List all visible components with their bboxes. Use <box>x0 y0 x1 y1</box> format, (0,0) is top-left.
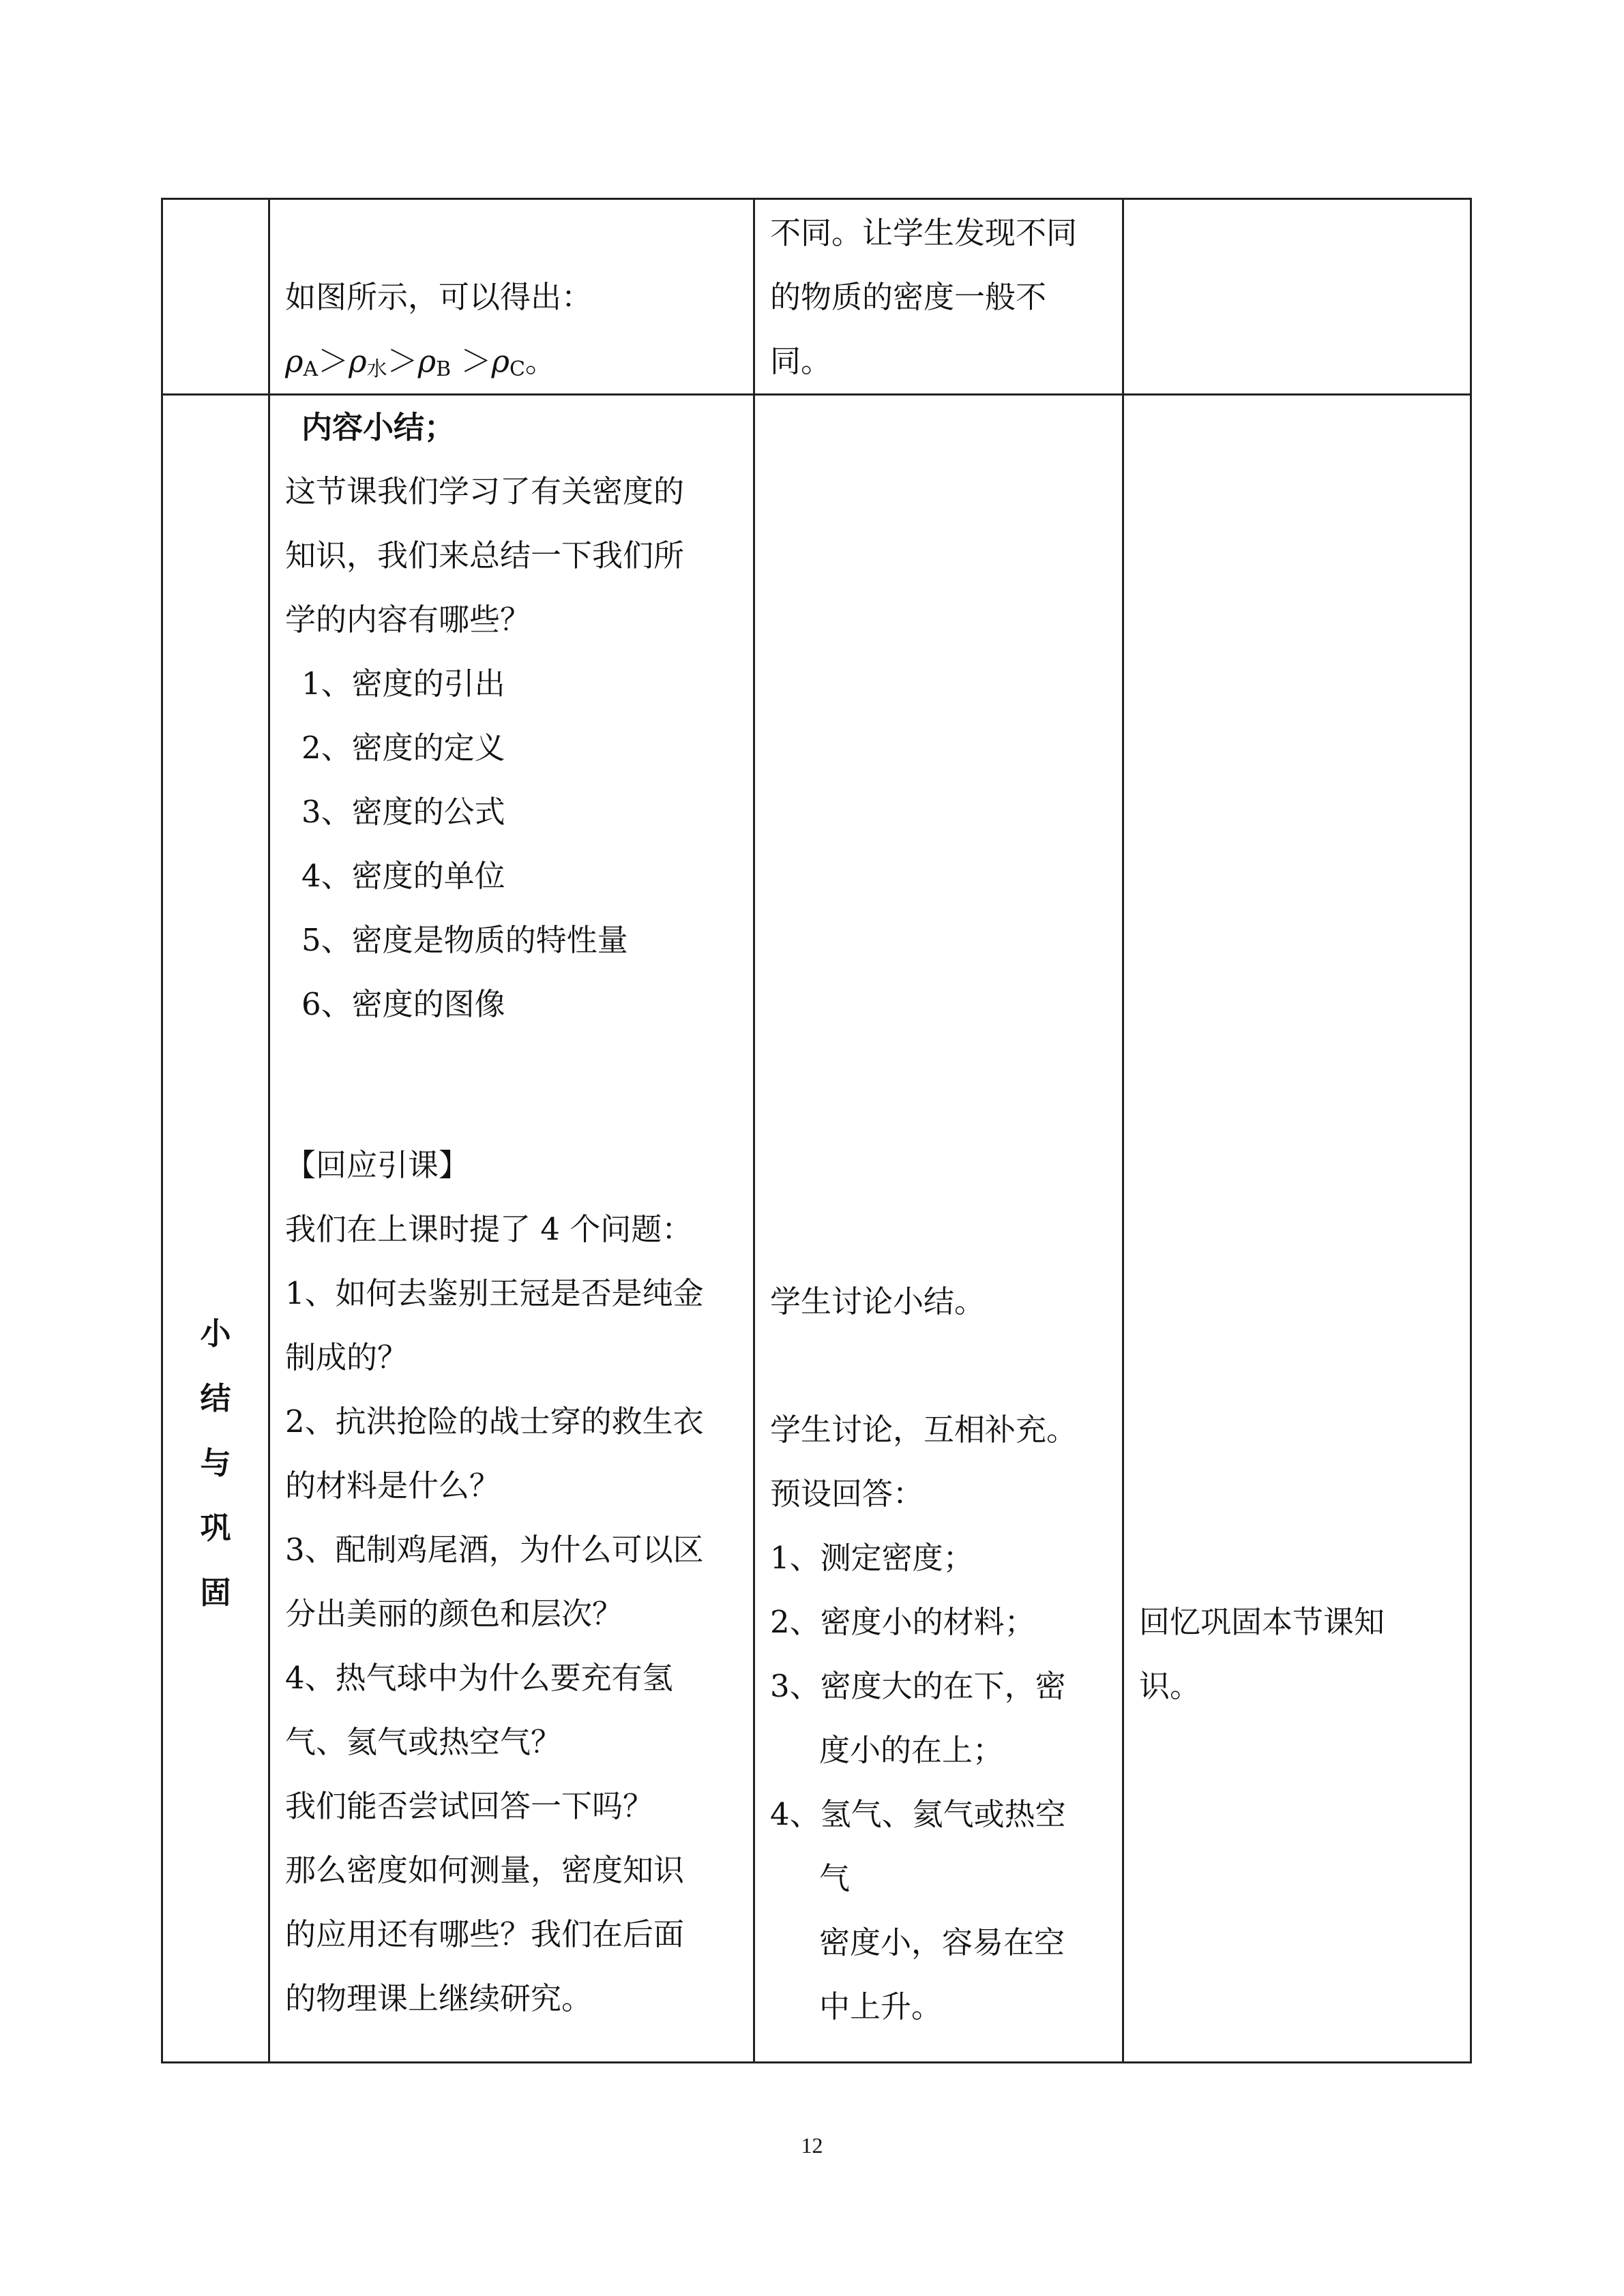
student-answer: 1、测定密度； <box>770 1540 974 1576</box>
summary-item: 4、密度的单位 <box>301 858 505 894</box>
response-line: 的材料是什么？ <box>285 1467 501 1504</box>
response-line: 我们能否尝试回答一下吗？ <box>285 1788 654 1824</box>
rho-symbol: ρ <box>417 343 437 379</box>
rho-symbol: ρ <box>285 343 304 379</box>
greater-than: ＞ <box>387 343 418 379</box>
student-line: 学生讨论，互相补充。 <box>770 1412 1078 1448</box>
stage-label-char: 固 <box>200 1575 231 1611</box>
student-answer: 中上升。 <box>819 1988 943 2025</box>
summary-item: 5、密度是物质的特性量 <box>301 922 628 958</box>
student-line: 学生讨论小结。 <box>770 1283 986 1320</box>
summary-item: 1、密度的引出 <box>301 666 505 702</box>
stage-label-char: 巩 <box>200 1510 231 1546</box>
response-line: 制成的？ <box>285 1339 409 1375</box>
subscript-water: 水 <box>366 357 387 381</box>
subscript-c: C <box>509 357 525 381</box>
stage-cell-empty <box>162 199 269 395</box>
intro-line: 知识，我们来总结一下我们所 <box>285 537 685 573</box>
subscript-b: B <box>436 357 452 381</box>
student-line: 预设回答： <box>770 1476 924 1512</box>
summary-heading: 内容小结； <box>301 409 456 445</box>
purpose-line: 回忆巩固本节课知 <box>1139 1604 1385 1640</box>
greater-than: ＞ <box>318 343 349 379</box>
teacher-activity-cell <box>269 395 754 2063</box>
purpose-cell-empty <box>1123 199 1471 395</box>
purpose-cell <box>1123 395 1471 2063</box>
response-line: 2、抗洪抢险的战士穿的救生衣 <box>285 1403 704 1440</box>
response-line: 1、如何去鉴别王冠是否是纯金 <box>285 1275 704 1311</box>
intro-line: 这节课我们学习了有关密度的 <box>285 473 685 509</box>
response-heading: 【回应引课】 <box>285 1147 470 1183</box>
stage-label-cell <box>162 395 269 2063</box>
student-answer: 3、密度大的在下，密 <box>770 1668 1066 1704</box>
teacher-activity-cell <box>269 199 754 395</box>
student-answer: 气 <box>819 1860 851 1896</box>
student-activity-cell <box>754 395 1123 2063</box>
page-number: 12 <box>801 2133 823 2158</box>
teacher-line: 如图所示，可以得出： <box>285 279 593 315</box>
student-line: 不同。让学生发现不同 <box>770 215 1078 251</box>
summary-item: 6、密度的图像 <box>301 986 505 1022</box>
stage-label-char: 小 <box>200 1315 231 1352</box>
lesson-plan-table <box>161 198 1472 2063</box>
student-answer: 密度小，容易在空 <box>819 1924 1065 1960</box>
summary-item: 2、密度的定义 <box>301 730 505 766</box>
greater-than: ＞ <box>460 343 492 379</box>
student-answer: 2、密度小的材料； <box>770 1604 1035 1640</box>
period: 。 <box>525 343 556 379</box>
stage-label-char: 与 <box>200 1445 231 1481</box>
response-line: 4、热气球中为什么要充有氢 <box>285 1660 673 1696</box>
response-line: 那么密度如何测量，密度知识 <box>285 1852 685 1888</box>
rho-symbol: ρ <box>349 343 367 379</box>
student-answer: 度小的在上； <box>819 1732 1004 1768</box>
response-line: 我们在上课时提了 4 个问题： <box>285 1211 693 1247</box>
table-row-summary <box>162 395 1471 2063</box>
response-line: 气、氦气或热空气？ <box>285 1724 562 1760</box>
student-line: 的物质的密度一般不 <box>770 279 1047 315</box>
response-line: 的应用还有哪些？我们在后面 <box>285 1916 685 1952</box>
table-row-continuation <box>162 199 1471 395</box>
density-relation <box>285 329 745 393</box>
response-line: 分出美丽的颜色和层次？ <box>285 1596 623 1632</box>
summary-item: 3、密度的公式 <box>301 794 505 830</box>
purpose-line: 识。 <box>1139 1668 1201 1704</box>
rho-symbol: ρ <box>491 343 510 379</box>
subscript-a: A <box>303 357 319 381</box>
stage-label <box>163 396 268 1625</box>
response-line: 3、配制鸡尾酒，为什么可以区 <box>285 1532 704 1568</box>
intro-line: 学的内容有哪些？ <box>285 601 531 638</box>
student-line: 同。 <box>770 343 832 379</box>
stage-label-char: 结 <box>200 1380 231 1416</box>
student-activity-cell <box>754 199 1123 395</box>
response-line: 的物理课上继续研究。 <box>285 1980 593 2016</box>
student-answer: 4、氢气、氦气或热空 <box>770 1796 1066 1832</box>
